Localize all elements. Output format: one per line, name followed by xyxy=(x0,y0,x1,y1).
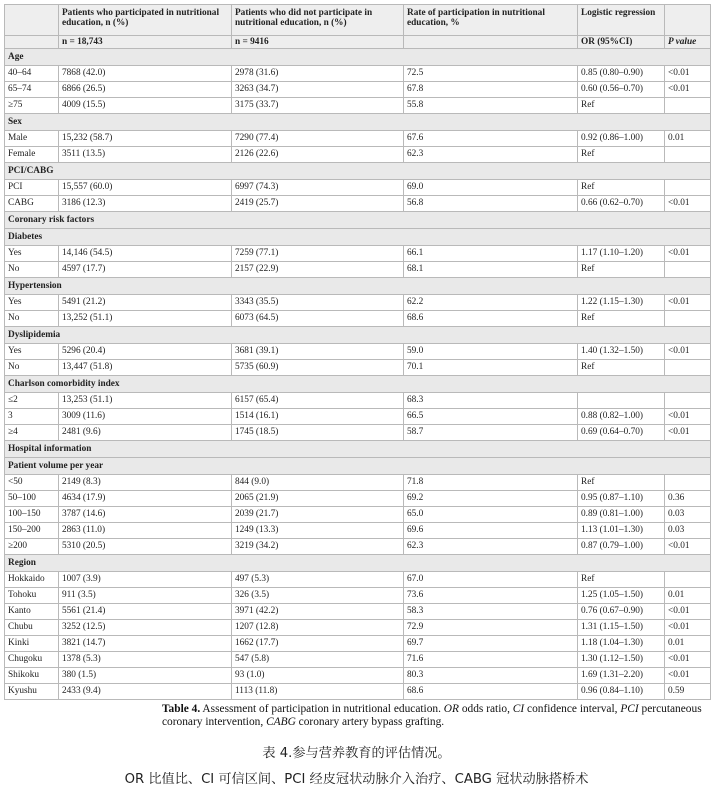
participation-rate: 59.0 xyxy=(404,344,578,360)
participated-count: 3821 (14.7) xyxy=(59,636,232,652)
table-row xyxy=(5,82,711,98)
p-value xyxy=(665,475,711,491)
p-value xyxy=(665,572,711,588)
section-header-row xyxy=(5,49,711,66)
table-row xyxy=(5,475,711,491)
table-row xyxy=(5,409,711,425)
participated-count: 3186 (12.3) xyxy=(59,196,232,212)
odds-ratio: 0.85 (0.80–0.90) xyxy=(578,66,665,82)
p-value xyxy=(665,262,711,278)
participated-count: 13,447 (51.8) xyxy=(59,360,232,376)
row-label: 65–74 xyxy=(5,82,59,98)
participation-rate: 72.9 xyxy=(404,620,578,636)
odds-ratio: 1.17 (1.10–1.20) xyxy=(578,246,665,262)
caption-ci-def: confidence interval, xyxy=(524,703,621,715)
participated-count: 3787 (14.6) xyxy=(59,507,232,523)
odds-ratio: 0.89 (0.81–1.00) xyxy=(578,507,665,523)
header-logistic-regression: Logistic regression xyxy=(578,5,665,36)
row-label: ≤2 xyxy=(5,393,59,409)
odds-ratio: 1.13 (1.01–1.30) xyxy=(578,523,665,539)
section-label: Charlson comorbidity index xyxy=(5,376,711,393)
subheader-variable xyxy=(5,36,59,49)
p-value: <0.01 xyxy=(665,409,711,425)
odds-ratio: 0.69 (0.64–0.70) xyxy=(578,425,665,441)
participated-count: 2433 (9.4) xyxy=(59,684,232,700)
row-label: 40–64 xyxy=(5,66,59,82)
not-participated-count: 2419 (25.7) xyxy=(232,196,404,212)
header-variable xyxy=(5,5,59,36)
participated-count: 3009 (11.6) xyxy=(59,409,232,425)
participation-rate: 66.5 xyxy=(404,409,578,425)
section-header-row xyxy=(5,163,711,180)
participation-rate: 69.6 xyxy=(404,523,578,539)
section-header-row xyxy=(5,278,711,295)
participation-rate: 69.2 xyxy=(404,491,578,507)
table-row xyxy=(5,246,711,262)
not-participated-count: 1249 (13.3) xyxy=(232,523,404,539)
participated-count: 4009 (15.5) xyxy=(59,98,232,114)
table-row xyxy=(5,684,711,700)
p-value: <0.01 xyxy=(665,620,711,636)
section-label: Dyslipidemia xyxy=(5,327,711,344)
not-participated-count: 3681 (39.1) xyxy=(232,344,404,360)
row-label: PCI xyxy=(5,180,59,196)
odds-ratio: 0.87 (0.79–1.00) xyxy=(578,539,665,555)
section-label: Age xyxy=(5,49,711,66)
results-table-container xyxy=(4,4,710,700)
participation-rate: 58.7 xyxy=(404,425,578,441)
section-label: Hospital information xyxy=(5,441,711,458)
section-label: Region xyxy=(5,555,711,572)
participation-rate: 70.1 xyxy=(404,360,578,376)
participation-rate: 67.0 xyxy=(404,572,578,588)
participated-count: 2149 (8.3) xyxy=(59,475,232,491)
row-label: ≥200 xyxy=(5,539,59,555)
odds-ratio: 0.88 (0.82–1.00) xyxy=(578,409,665,425)
participated-count: 13,252 (51.1) xyxy=(59,311,232,327)
participation-rate: 67.8 xyxy=(404,82,578,98)
participation-rate: 65.0 xyxy=(404,507,578,523)
row-label: No xyxy=(5,311,59,327)
header-participated: Patients who participated in nutritional education, n (%) xyxy=(59,5,232,36)
participated-count: 2481 (9.6) xyxy=(59,425,232,441)
row-label: Female xyxy=(5,147,59,163)
participated-count: 1007 (3.9) xyxy=(59,572,232,588)
p-value: 0.36 xyxy=(665,491,711,507)
participated-count: 5310 (20.5) xyxy=(59,539,232,555)
table-row xyxy=(5,262,711,278)
not-participated-count: 6157 (65.4) xyxy=(232,393,404,409)
row-label: 100–150 xyxy=(5,507,59,523)
odds-ratio: 1.18 (1.04–1.30) xyxy=(578,636,665,652)
participation-rate: 62.2 xyxy=(404,295,578,311)
p-value: <0.01 xyxy=(665,604,711,620)
p-value xyxy=(665,360,711,376)
participation-rate: 80.3 xyxy=(404,668,578,684)
not-participated-count: 1745 (18.5) xyxy=(232,425,404,441)
participated-count: 911 (3.5) xyxy=(59,588,232,604)
participated-count: 2863 (11.0) xyxy=(59,523,232,539)
participation-rate: 69.0 xyxy=(404,180,578,196)
header-participation-rate: Rate of participation in nutritional education, % xyxy=(404,5,578,36)
odds-ratio: Ref xyxy=(578,262,665,278)
participated-count: 5491 (21.2) xyxy=(59,295,232,311)
section-header-row xyxy=(5,376,711,393)
row-label: No xyxy=(5,262,59,278)
row-label: Yes xyxy=(5,246,59,262)
row-label: Kyushu xyxy=(5,684,59,700)
odds-ratio xyxy=(578,393,665,409)
not-participated-count: 2065 (21.9) xyxy=(232,491,404,507)
p-value xyxy=(665,147,711,163)
not-participated-count: 7290 (77.4) xyxy=(232,131,404,147)
participation-rate: 67.6 xyxy=(404,131,578,147)
subheader-or-ci: OR (95%CI) xyxy=(578,36,665,49)
participation-rate: 55.8 xyxy=(404,98,578,114)
section-label: Sex xyxy=(5,114,711,131)
not-participated-count: 93 (1.0) xyxy=(232,668,404,684)
participated-count: 5561 (21.4) xyxy=(59,604,232,620)
p-value: <0.01 xyxy=(665,344,711,360)
translation-line-2: OR 比值比、CI 可信区间、PCI 经皮冠状动脉介入治疗、CABG 冠状动脉搭桥术 xyxy=(124,772,589,787)
section-label: Diabetes xyxy=(5,229,711,246)
odds-ratio: 1.31 (1.15–1.50) xyxy=(578,620,665,636)
participation-rate: 62.3 xyxy=(404,539,578,555)
participated-count: 7868 (42.0) xyxy=(59,66,232,82)
row-label: Yes xyxy=(5,344,59,360)
odds-ratio: Ref xyxy=(578,147,665,163)
subheader-p-value: P value xyxy=(665,36,711,49)
section-header-row xyxy=(5,327,711,344)
not-participated-count: 2978 (31.6) xyxy=(232,66,404,82)
table-row xyxy=(5,311,711,327)
chinese-translation xyxy=(0,741,713,793)
participation-rate: 56.8 xyxy=(404,196,578,212)
section-header-row xyxy=(5,441,711,458)
header-not-participated: Patients who did not participate in nutritional education, n (%) xyxy=(232,5,404,36)
not-participated-count: 1113 (11.8) xyxy=(232,684,404,700)
not-participated-count: 2039 (21.7) xyxy=(232,507,404,523)
participated-count: 4634 (17.9) xyxy=(59,491,232,507)
section-header-row xyxy=(5,555,711,572)
odds-ratio: 1.22 (1.15–1.30) xyxy=(578,295,665,311)
table-row xyxy=(5,636,711,652)
p-value: 0.01 xyxy=(665,636,711,652)
row-label: Shikoku xyxy=(5,668,59,684)
row-label: 150–200 xyxy=(5,523,59,539)
caption-pci-def: percutaneous coronary intervention, xyxy=(162,703,702,728)
section-header-row xyxy=(5,458,711,475)
odds-ratio: 1.40 (1.32–1.50) xyxy=(578,344,665,360)
odds-ratio: 0.92 (0.86–1.00) xyxy=(578,131,665,147)
table-row xyxy=(5,295,711,311)
participation-rate: 71.6 xyxy=(404,652,578,668)
participation-rate: 66.1 xyxy=(404,246,578,262)
p-value xyxy=(665,98,711,114)
participation-rate: 68.1 xyxy=(404,262,578,278)
subheader-n-participated: n = 18,743 xyxy=(59,36,232,49)
p-value: 0.01 xyxy=(665,588,711,604)
odds-ratio: 1.30 (1.12–1.50) xyxy=(578,652,665,668)
p-value: 0.03 xyxy=(665,507,711,523)
caption-or-def: odds ratio, xyxy=(458,703,513,715)
header-blank xyxy=(665,5,711,36)
table-row xyxy=(5,491,711,507)
row-label: 3 xyxy=(5,409,59,425)
p-value: 0.01 xyxy=(665,131,711,147)
row-label: 50–100 xyxy=(5,491,59,507)
row-label: Kinki xyxy=(5,636,59,652)
odds-ratio: Ref xyxy=(578,180,665,196)
participation-rate: 69.7 xyxy=(404,636,578,652)
participation-rate: 72.5 xyxy=(404,66,578,82)
not-participated-count: 7259 (77.1) xyxy=(232,246,404,262)
p-value: <0.01 xyxy=(665,539,711,555)
participated-count: 13,253 (51.1) xyxy=(59,393,232,409)
section-header-row xyxy=(5,114,711,131)
table-row xyxy=(5,393,711,409)
participation-rate: 68.6 xyxy=(404,311,578,327)
table-row xyxy=(5,523,711,539)
participation-rate: 73.6 xyxy=(404,588,578,604)
not-participated-count: 844 (9.0) xyxy=(232,475,404,491)
not-participated-count: 326 (3.5) xyxy=(232,588,404,604)
odds-ratio: 0.96 (0.84–1.10) xyxy=(578,684,665,700)
odds-ratio: Ref xyxy=(578,311,665,327)
results-table xyxy=(4,4,711,700)
odds-ratio: Ref xyxy=(578,572,665,588)
row-label: Yes xyxy=(5,295,59,311)
subheader-n-not-participated: n = 9416 xyxy=(232,36,404,49)
participated-count: 14,146 (54.5) xyxy=(59,246,232,262)
table-row xyxy=(5,147,711,163)
table-row xyxy=(5,66,711,82)
not-participated-count: 547 (5.8) xyxy=(232,652,404,668)
not-participated-count: 5735 (60.9) xyxy=(232,360,404,376)
p-value: <0.01 xyxy=(665,652,711,668)
participation-rate: 62.3 xyxy=(404,147,578,163)
table-header-row xyxy=(5,5,711,36)
odds-ratio: 1.25 (1.05–1.50) xyxy=(578,588,665,604)
participation-rate: 58.3 xyxy=(404,604,578,620)
not-participated-count: 3971 (42.2) xyxy=(232,604,404,620)
participated-count: 15,557 (60.0) xyxy=(59,180,232,196)
participated-count: 5296 (20.4) xyxy=(59,344,232,360)
row-label: No xyxy=(5,360,59,376)
p-value xyxy=(665,393,711,409)
row-label: Kanto xyxy=(5,604,59,620)
table-row xyxy=(5,668,711,684)
section-label: Hypertension xyxy=(5,278,711,295)
table-row xyxy=(5,539,711,555)
table-row xyxy=(5,131,711,147)
table-row xyxy=(5,180,711,196)
section-label: Patient volume per year xyxy=(5,458,711,475)
odds-ratio: 0.66 (0.62–0.70) xyxy=(578,196,665,212)
section-label: PCI/CABG xyxy=(5,163,711,180)
participated-count: 3511 (13.5) xyxy=(59,147,232,163)
p-value: 0.03 xyxy=(665,523,711,539)
not-participated-count: 6073 (64.5) xyxy=(232,311,404,327)
table-row xyxy=(5,196,711,212)
not-participated-count: 2126 (22.6) xyxy=(232,147,404,163)
not-participated-count: 3175 (33.7) xyxy=(232,98,404,114)
odds-ratio: 0.95 (0.87–1.10) xyxy=(578,491,665,507)
row-label: Chubu xyxy=(5,620,59,636)
not-participated-count: 1207 (12.8) xyxy=(232,620,404,636)
section-header-row xyxy=(5,229,711,246)
not-participated-count: 2157 (22.9) xyxy=(232,262,404,278)
translation-line-1: 表 4.参与营养教育的评估情况。 xyxy=(262,746,451,761)
participated-count: 1378 (5.3) xyxy=(59,652,232,668)
p-value: <0.01 xyxy=(665,295,711,311)
odds-ratio: Ref xyxy=(578,360,665,376)
p-value: <0.01 xyxy=(665,196,711,212)
odds-ratio: 0.60 (0.56–0.70) xyxy=(578,82,665,98)
table-row xyxy=(5,360,711,376)
table-caption xyxy=(162,703,702,729)
odds-ratio: Ref xyxy=(578,98,665,114)
subheader-rate xyxy=(404,36,578,49)
row-label: ≥4 xyxy=(5,425,59,441)
table-row xyxy=(5,344,711,360)
table-row xyxy=(5,620,711,636)
table-row xyxy=(5,572,711,588)
caption-text: Assessment of participation in nutritional education. xyxy=(200,703,444,715)
not-participated-count: 6997 (74.3) xyxy=(232,180,404,196)
not-participated-count: 3263 (34.7) xyxy=(232,82,404,98)
participated-count: 3252 (12.5) xyxy=(59,620,232,636)
row-label: Hokkaido xyxy=(5,572,59,588)
caption-label: Table 4. xyxy=(162,703,201,715)
participation-rate: 68.6 xyxy=(404,684,578,700)
table-row xyxy=(5,652,711,668)
not-participated-count: 497 (5.3) xyxy=(232,572,404,588)
caption-cabg-abbr: CABG xyxy=(266,716,296,728)
participation-rate: 68.3 xyxy=(404,393,578,409)
p-value xyxy=(665,311,711,327)
caption-cabg-def: coronary artery bypass grafting. xyxy=(295,716,445,728)
not-participated-count: 3219 (34.2) xyxy=(232,539,404,555)
table-row xyxy=(5,425,711,441)
table-subheader-row xyxy=(5,36,711,49)
row-label: CABG xyxy=(5,196,59,212)
p-value: <0.01 xyxy=(665,66,711,82)
p-value xyxy=(665,180,711,196)
row-label: Tohoku xyxy=(5,588,59,604)
row-label: ≥75 xyxy=(5,98,59,114)
not-participated-count: 3343 (35.5) xyxy=(232,295,404,311)
p-value: <0.01 xyxy=(665,82,711,98)
participated-count: 6866 (26.5) xyxy=(59,82,232,98)
caption-ci-abbr: CI xyxy=(512,703,525,715)
p-value: <0.01 xyxy=(665,425,711,441)
participation-rate: 71.8 xyxy=(404,475,578,491)
caption-or-abbr: OR xyxy=(443,703,459,715)
row-label: <50 xyxy=(5,475,59,491)
table-row xyxy=(5,507,711,523)
table-body xyxy=(5,49,711,700)
p-value: <0.01 xyxy=(665,668,711,684)
section-header-row xyxy=(5,212,711,229)
table-row xyxy=(5,604,711,620)
p-value: 0.59 xyxy=(665,684,711,700)
row-label: Male xyxy=(5,131,59,147)
odds-ratio: Ref xyxy=(578,475,665,491)
table-row xyxy=(5,98,711,114)
participated-count: 4597 (17.7) xyxy=(59,262,232,278)
not-participated-count: 1662 (17.7) xyxy=(232,636,404,652)
odds-ratio: 0.76 (0.67–0.90) xyxy=(578,604,665,620)
participated-count: 15,232 (58.7) xyxy=(59,131,232,147)
section-label: Coronary risk factors xyxy=(5,212,711,229)
p-value: <0.01 xyxy=(665,246,711,262)
participated-count: 380 (1.5) xyxy=(59,668,232,684)
row-label: Chugoku xyxy=(5,652,59,668)
odds-ratio: 1.69 (1.31–2.20) xyxy=(578,668,665,684)
caption-pci-abbr: PCI xyxy=(620,703,639,715)
not-participated-count: 1514 (16.1) xyxy=(232,409,404,425)
table-row xyxy=(5,588,711,604)
